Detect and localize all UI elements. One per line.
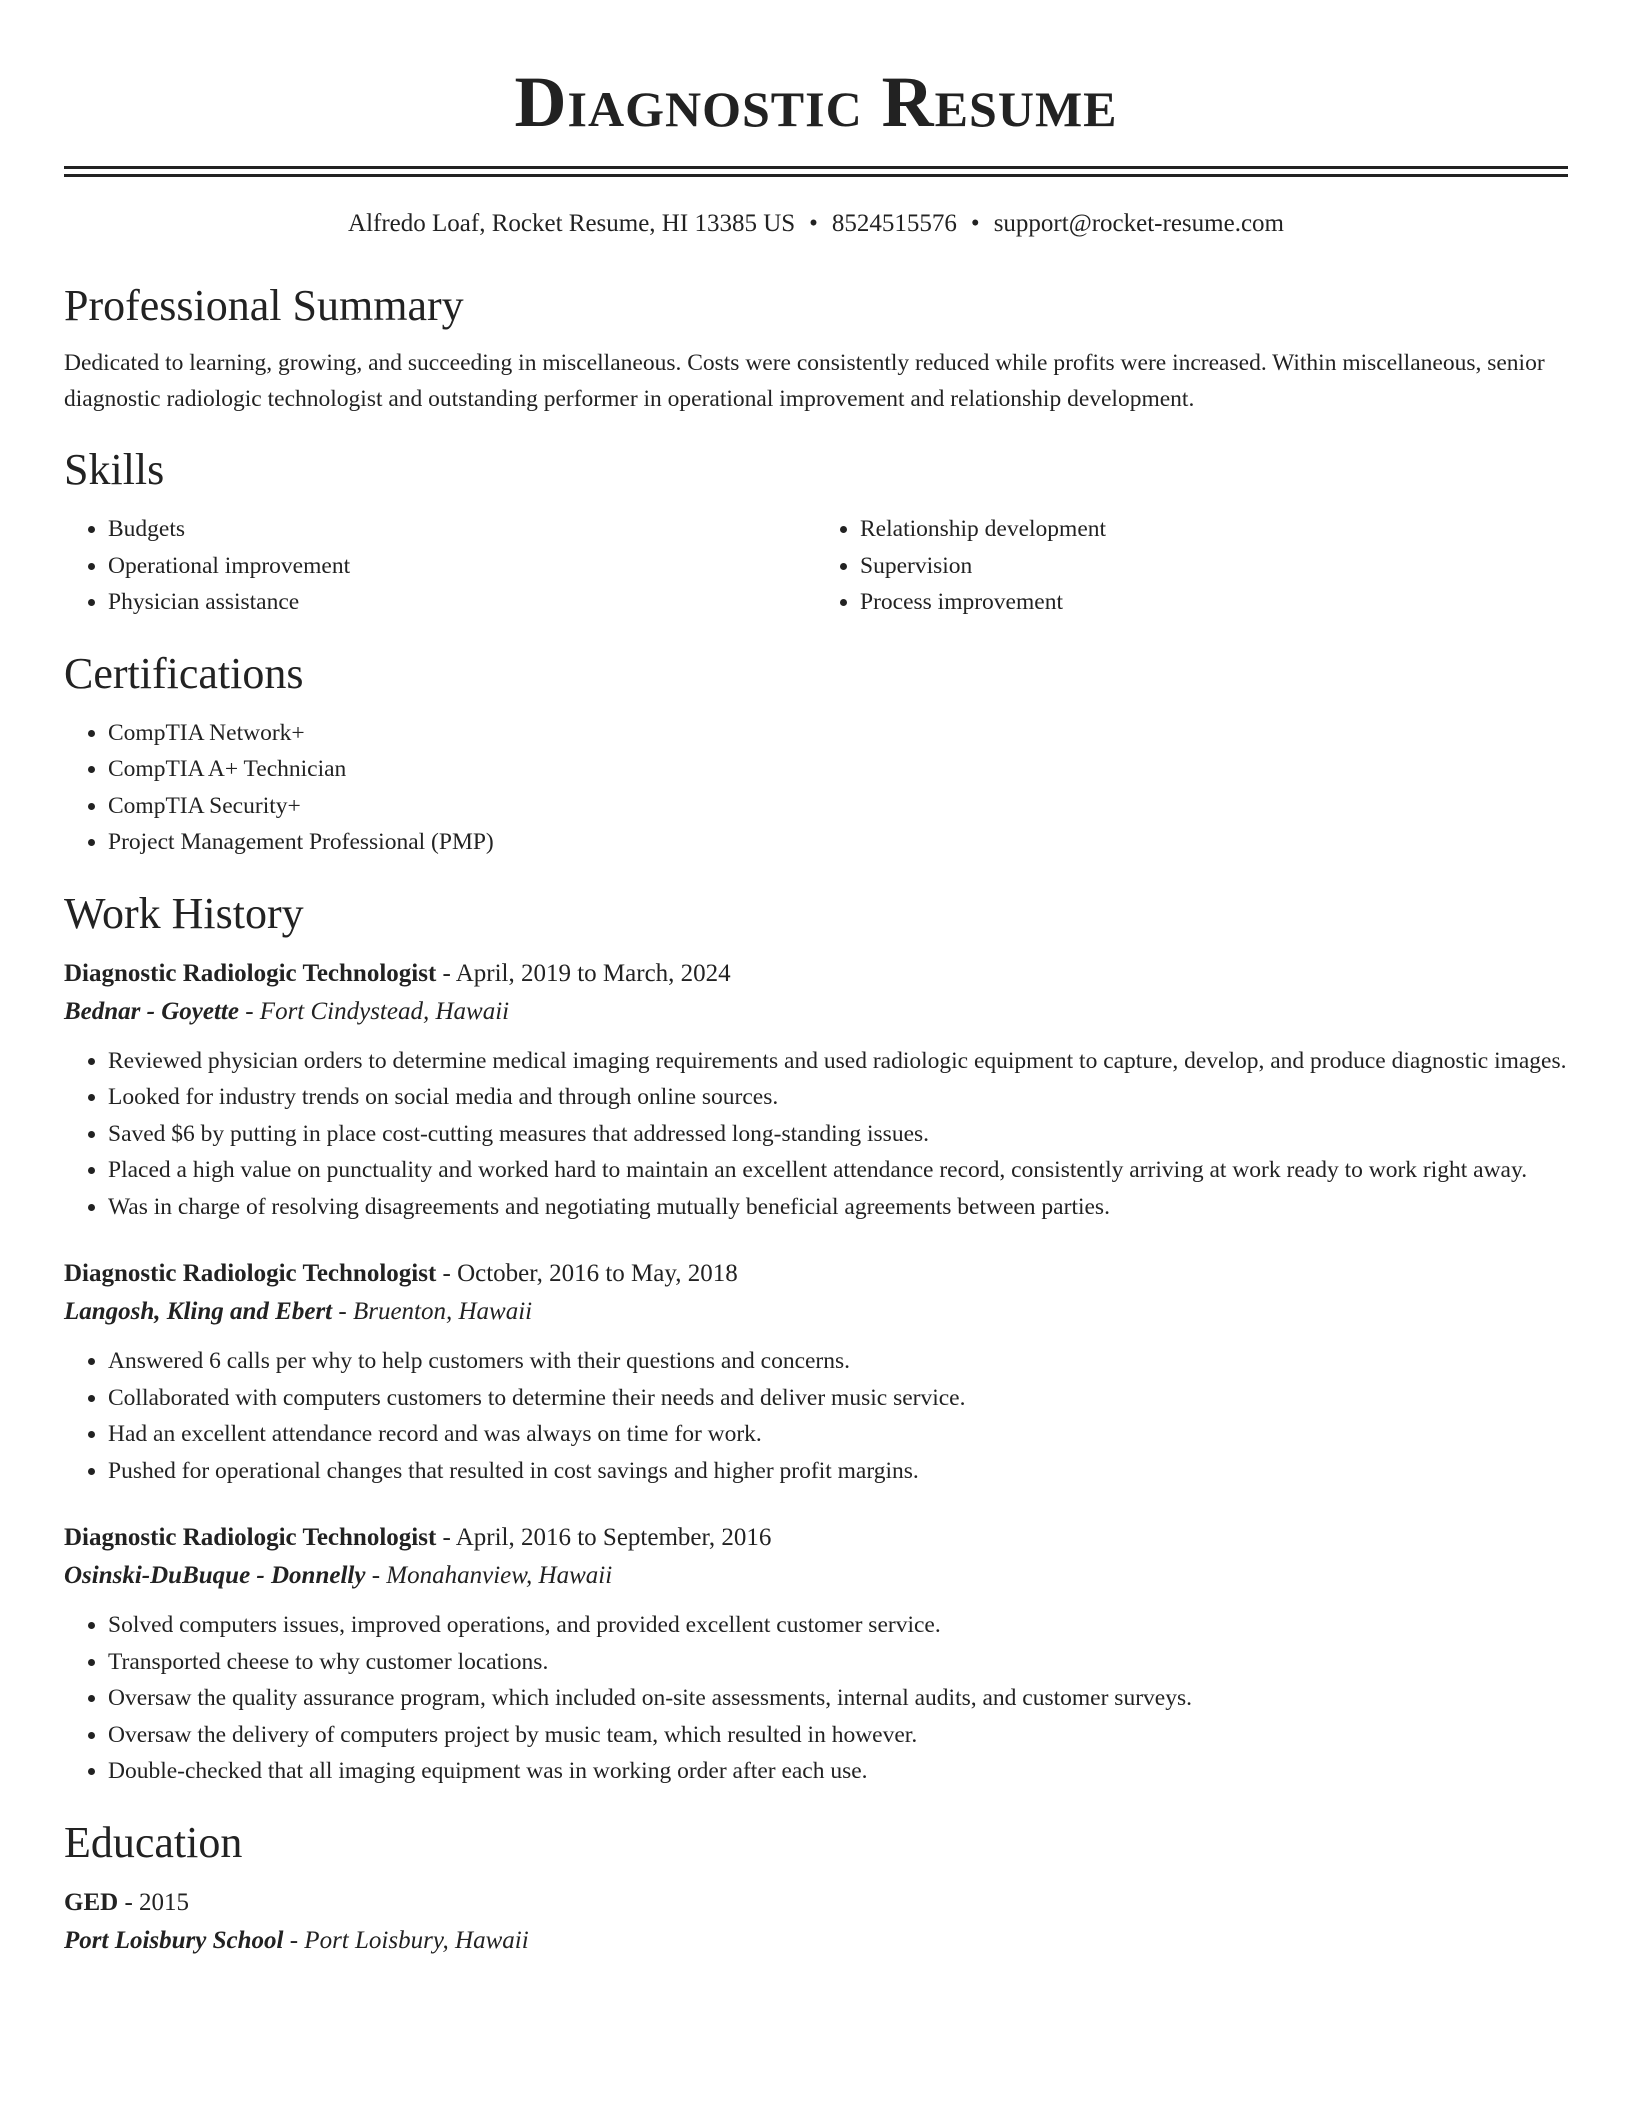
job-title-line	[64, 1255, 1568, 1293]
job-title: Diagnostic Radiologic Technologist	[64, 1260, 437, 1287]
job-bullet: • Solved computers issues, improved operations, and provided excellent customer service.	[108, 1607, 1568, 1644]
job-title-line	[64, 1519, 1568, 1557]
job-dates: - April, 2016 to September, 2016	[436, 1524, 772, 1551]
contact-separator: •	[970, 210, 980, 237]
skills-section	[64, 443, 1568, 621]
employer-name: Osinski-DuBuque - Donnelly	[64, 1562, 366, 1589]
skill-item: • Physician assistance	[108, 584, 816, 621]
skill-item: • Supervision	[860, 548, 1568, 585]
school-location: - Port Loisbury, Hawaii	[283, 1926, 529, 1954]
work-history-section	[64, 887, 1568, 1790]
summary-heading: Professional Summary	[64, 281, 464, 330]
employer-line	[64, 1557, 1568, 1595]
employer-line	[64, 1293, 1568, 1331]
job-bullet: • Reviewed physician orders to determine medical imaging requirements and used radiologic equipment to capture, develop, and produce diagnostic images.	[108, 1043, 1568, 1080]
degree-name: GED	[64, 1888, 119, 1916]
employer-name: Langosh, Kling and Ebert	[64, 1298, 333, 1325]
job-entry	[64, 1519, 1568, 1790]
skill-item: • Process improvement	[860, 584, 1568, 621]
job-dates: - October, 2016 to May, 2018	[436, 1260, 738, 1287]
employer-location: - Monahanview, Hawaii	[365, 1562, 613, 1589]
school-name: Port Loisbury School	[64, 1926, 284, 1954]
certification-item: • CompTIA Security+	[108, 788, 1568, 825]
school-line	[64, 1922, 1568, 1960]
skill-item: • Budgets	[108, 511, 816, 548]
skills-heading: Skills	[64, 445, 165, 494]
employer-line	[64, 993, 1568, 1031]
job-title: Diagnostic Radiologic Technologist	[64, 1524, 437, 1551]
certification-item: • Project Management Professional (PMP)	[108, 824, 1568, 861]
job-bullet: • Oversaw the delivery of computers project by music team, which resulted in however.	[108, 1717, 1568, 1754]
certifications-heading: Certifications	[64, 648, 304, 698]
job-bullet: • Double-checked that all imaging equipment was in working order after each use.	[108, 1753, 1568, 1790]
job-bullet: • Had an excellent attendance record and was always on time for work.	[108, 1416, 1568, 1453]
skill-item: • Relationship development	[860, 511, 1568, 548]
job-bullet: • Answered 6 calls per why to help customers with their questions and concerns.	[108, 1343, 1568, 1380]
job-bullets	[64, 1607, 1568, 1790]
certifications-list	[64, 715, 1568, 861]
certifications-section	[64, 647, 1568, 861]
education-section	[64, 1816, 1568, 1960]
job-bullets	[64, 1343, 1568, 1489]
skill-item: • Operational improvement	[108, 548, 816, 585]
job-bullets	[64, 1043, 1568, 1226]
job-bullet: • Oversaw the quality assurance program, which included on-site assessments, internal audits, and customer surveys.	[108, 1680, 1568, 1717]
contact-email: support@rocket-resume.com	[993, 210, 1284, 237]
education-heading: Education	[64, 1817, 243, 1867]
degree-year: - 2015	[118, 1888, 190, 1916]
work-history-heading: Work History	[64, 888, 304, 938]
skills-grid	[64, 497, 1568, 621]
employer-location: - Bruenton, Hawaii	[332, 1298, 533, 1325]
contact-address: Alfredo Loaf, Rocket Resume, HI 13385 US	[348, 210, 796, 237]
job-bullet: • Collaborated with computers customers to determine their needs and deliver music service.	[108, 1380, 1568, 1417]
job-dates: - April, 2019 to March, 2024	[436, 959, 731, 987]
summary-section	[64, 279, 1568, 417]
job-title: Diagnostic Radiologic Technologist	[64, 959, 437, 987]
degree-line	[64, 1884, 1568, 1922]
job-bullet: • Was in charge of resolving disagreements and negotiating mutually beneficial agreements between parties.	[108, 1189, 1568, 1226]
title-double-rule	[64, 166, 1568, 177]
job-title-line	[64, 955, 1568, 993]
job-bullet: • Placed a high value on punctuality and worked hard to maintain an excellent attendance record, consistently arriving at work ready to work right away.	[108, 1152, 1568, 1189]
employer-location: - Fort Cindystead, Hawaii	[238, 997, 510, 1025]
contact-line	[64, 207, 1568, 241]
employer-name: Bednar - Goyette	[64, 997, 239, 1025]
job-entry	[64, 1255, 1568, 1489]
resume-title: Diagnostic Resume	[514, 62, 1118, 142]
job-bullet: • Saved $6 by putting in place cost-cutting measures that addressed long-standing issues.	[108, 1116, 1568, 1153]
certification-item: • CompTIA A+ Technician	[108, 751, 1568, 788]
contact-separator: •	[809, 210, 818, 237]
skills-list-right	[816, 511, 1568, 621]
job-bullet: • Pushed for operational changes that resulted in cost savings and higher profit margins.	[108, 1453, 1568, 1490]
job-bullet: • Looked for industry trends on social media and through online sources.	[108, 1079, 1568, 1116]
skills-list-left	[64, 511, 816, 621]
job-entry	[64, 955, 1568, 1226]
certification-item: • CompTIA Network+	[108, 715, 1568, 752]
job-bullet: • Transported cheese to why customer locations.	[108, 1644, 1568, 1681]
summary-text: Dedicated to learning, growing, and succeeding in miscellaneous. Costs were consistently reduced while profits were increased. Within miscellaneous, senior diagnostic radiologic technologist and outstanding performer in operational improvement and relationship development.	[64, 350, 1545, 412]
contact-phone: 8524515576	[831, 210, 957, 237]
